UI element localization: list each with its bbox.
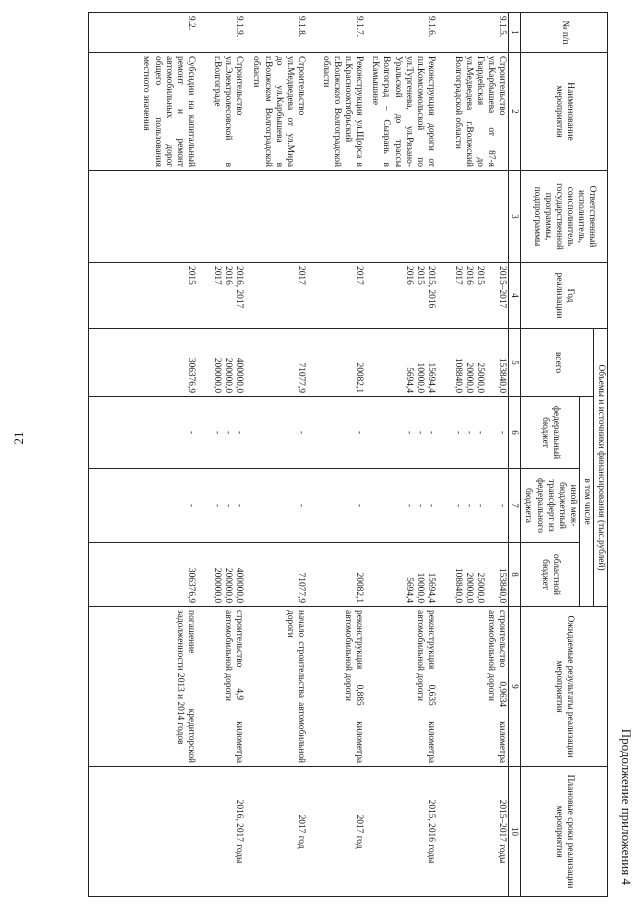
row-number: 9.1.6. bbox=[365, 13, 437, 53]
regional-budget: 306376,9 bbox=[89, 543, 197, 607]
table-row bbox=[245, 13, 307, 897]
regional-budget: 15694,4 10000,0 5694,4 bbox=[365, 543, 437, 607]
regional-budget: 400000,0 200000,0 200000,0 bbox=[197, 543, 245, 607]
row-number: 9.2. bbox=[89, 13, 197, 53]
column-number-row bbox=[509, 13, 521, 897]
row-number: 9.1.5. bbox=[437, 13, 509, 53]
regional-budget: 71077,9 bbox=[245, 543, 307, 607]
federal-budget: - bbox=[245, 397, 307, 469]
total-amount: 400000,0 200000,0 200000,0 bbox=[197, 329, 245, 397]
total-amount: 306376,9 bbox=[89, 329, 197, 397]
implementation-years: 2017 bbox=[307, 263, 365, 329]
expected-result: строительство 0,9634 километра автомобильной дороги bbox=[437, 607, 509, 767]
activity-name: Реконструкция дороги от пл.Комсомольской по ул.Тургенева, ул.Рязано-Уральской до трассы Волгоград – Сызрань в г.Камышине bbox=[365, 53, 437, 171]
activity-name: Строительство ул.Карбышева от 87-я Гвардейская до ул.Медведева г.Волжский Волгоградской области bbox=[437, 53, 509, 171]
federal-transfer: - - - bbox=[365, 469, 437, 543]
column-number: 3 bbox=[509, 171, 521, 263]
column-number: 5 bbox=[509, 329, 521, 397]
row-number: 9.1.8. bbox=[245, 13, 307, 53]
federal-budget: - - - bbox=[197, 397, 245, 469]
activity-name: Реконструкция ул.Щорса в п.Краснооктябрьский г.Волжского Волгоградской области bbox=[307, 53, 365, 171]
planned-term: 2016, 2017 годы bbox=[197, 767, 245, 897]
total-amount: 20082,1 bbox=[307, 329, 365, 397]
appendix-caption: Продолжение приложения 4 bbox=[619, 728, 634, 885]
table-row bbox=[365, 13, 437, 897]
regional-budget: 153840,0 25000,0 20000,0 108840,0 bbox=[437, 543, 509, 607]
activity-name: Строительство ул.Медведева от ул.Мира до ул.Карбышева в г.Волжском Волгоградской области bbox=[245, 53, 307, 171]
regional-budget: 20082,1 bbox=[307, 543, 365, 607]
executor-cell bbox=[245, 171, 307, 263]
implementation-years: 2016, 2017 2016 2017 bbox=[197, 263, 245, 329]
header-results: Ожидаемые результаты реализации мероприятия bbox=[521, 607, 608, 767]
column-number: 4 bbox=[509, 263, 521, 329]
planned-term: 2017 год bbox=[307, 767, 365, 897]
header-incl: в том числе bbox=[579, 397, 593, 607]
federal-budget: - - - - bbox=[437, 397, 509, 469]
table-row bbox=[89, 13, 197, 897]
expected-result: погашение кредиторской задолженности 2013 и 2014 годов bbox=[89, 607, 197, 767]
executor-cell bbox=[89, 171, 197, 263]
column-number: 8 bbox=[509, 543, 521, 607]
executor-cell bbox=[197, 171, 245, 263]
header-name: Наименование мероприятия bbox=[521, 53, 608, 171]
table-row bbox=[437, 13, 509, 897]
planned-term: 2015–2017 годы bbox=[437, 767, 509, 897]
total-amount: 153840,0 25000,0 20000,0 108840,0 bbox=[437, 329, 509, 397]
federal-transfer: - bbox=[245, 469, 307, 543]
expected-result: реконструкция 0,885 километра автомобильной дороги bbox=[307, 607, 365, 767]
federal-transfer: - bbox=[307, 469, 365, 543]
planned-term: 2015, 2016 годы bbox=[365, 767, 437, 897]
row-number: 9.1.7. bbox=[307, 13, 365, 53]
header-executor: Ответственный исполнитель, соисполнитель государственной программы, подпрограммы bbox=[521, 171, 608, 263]
expected-result: начало строительства автомобильной дороги bbox=[245, 607, 307, 767]
column-number: 2 bbox=[509, 53, 521, 171]
planned-term bbox=[89, 767, 197, 897]
implementation-years: 2015 bbox=[89, 263, 197, 329]
planned-term: 2017 год bbox=[245, 767, 307, 897]
header-terms: Плановые сроки реализации мероприятия bbox=[521, 767, 608, 897]
federal-transfer: - - - - bbox=[437, 469, 509, 543]
header-regional: областной бюджет bbox=[521, 543, 579, 607]
federal-budget: - bbox=[89, 397, 197, 469]
header-year: Год реализации bbox=[521, 263, 608, 329]
column-number: 10 bbox=[509, 767, 521, 897]
column-number: 1 bbox=[509, 13, 521, 53]
column-number: 7 bbox=[509, 469, 521, 543]
expected-result: строительство 4,9 километра автомобильной дороги bbox=[197, 607, 245, 767]
executor-cell bbox=[307, 171, 365, 263]
federal-transfer: - - - bbox=[197, 469, 245, 543]
column-number: 9 bbox=[509, 607, 521, 767]
federal-transfer: - bbox=[89, 469, 197, 543]
federal-budget: - bbox=[307, 397, 365, 469]
page-number: 21 bbox=[11, 431, 26, 445]
federal-budget: - - - bbox=[365, 397, 437, 469]
financing-table bbox=[88, 12, 608, 897]
header-transfer: иной меж- бюджетный трансферт из федерального бюджета bbox=[521, 469, 579, 543]
executor-cell bbox=[365, 171, 437, 263]
activity-name: Субсидии на капитальный ремонт и ремонт автомобильных дорог общего пользования местного значения bbox=[89, 53, 197, 171]
header-federal: федеральный бюджет bbox=[521, 397, 579, 469]
activity-name: Строительство ул.Электролесовской в г.Волгограде bbox=[197, 53, 245, 171]
table-row bbox=[307, 13, 365, 897]
row-number: 9.1.9. bbox=[197, 13, 245, 53]
total-amount: 15694,4 10000,0 5694,4 bbox=[365, 329, 437, 397]
expected-result: реконструкция 0,635 километра автомобильной дороги bbox=[365, 607, 437, 767]
total-amount: 71077,9 bbox=[245, 329, 307, 397]
executor-cell bbox=[437, 171, 509, 263]
header-num: № п/п bbox=[521, 13, 608, 53]
table-row bbox=[197, 13, 245, 897]
implementation-years: 2017 bbox=[245, 263, 307, 329]
header-funding: Объемы и источники финансирования (тыс.рублей) bbox=[593, 329, 607, 607]
implementation-years: 2015–2017 2015 2016 2017 bbox=[437, 263, 509, 329]
implementation-years: 2015, 2016 2015 2016 bbox=[365, 263, 437, 329]
header-total: всего bbox=[521, 329, 594, 397]
column-number: 6 bbox=[509, 397, 521, 469]
